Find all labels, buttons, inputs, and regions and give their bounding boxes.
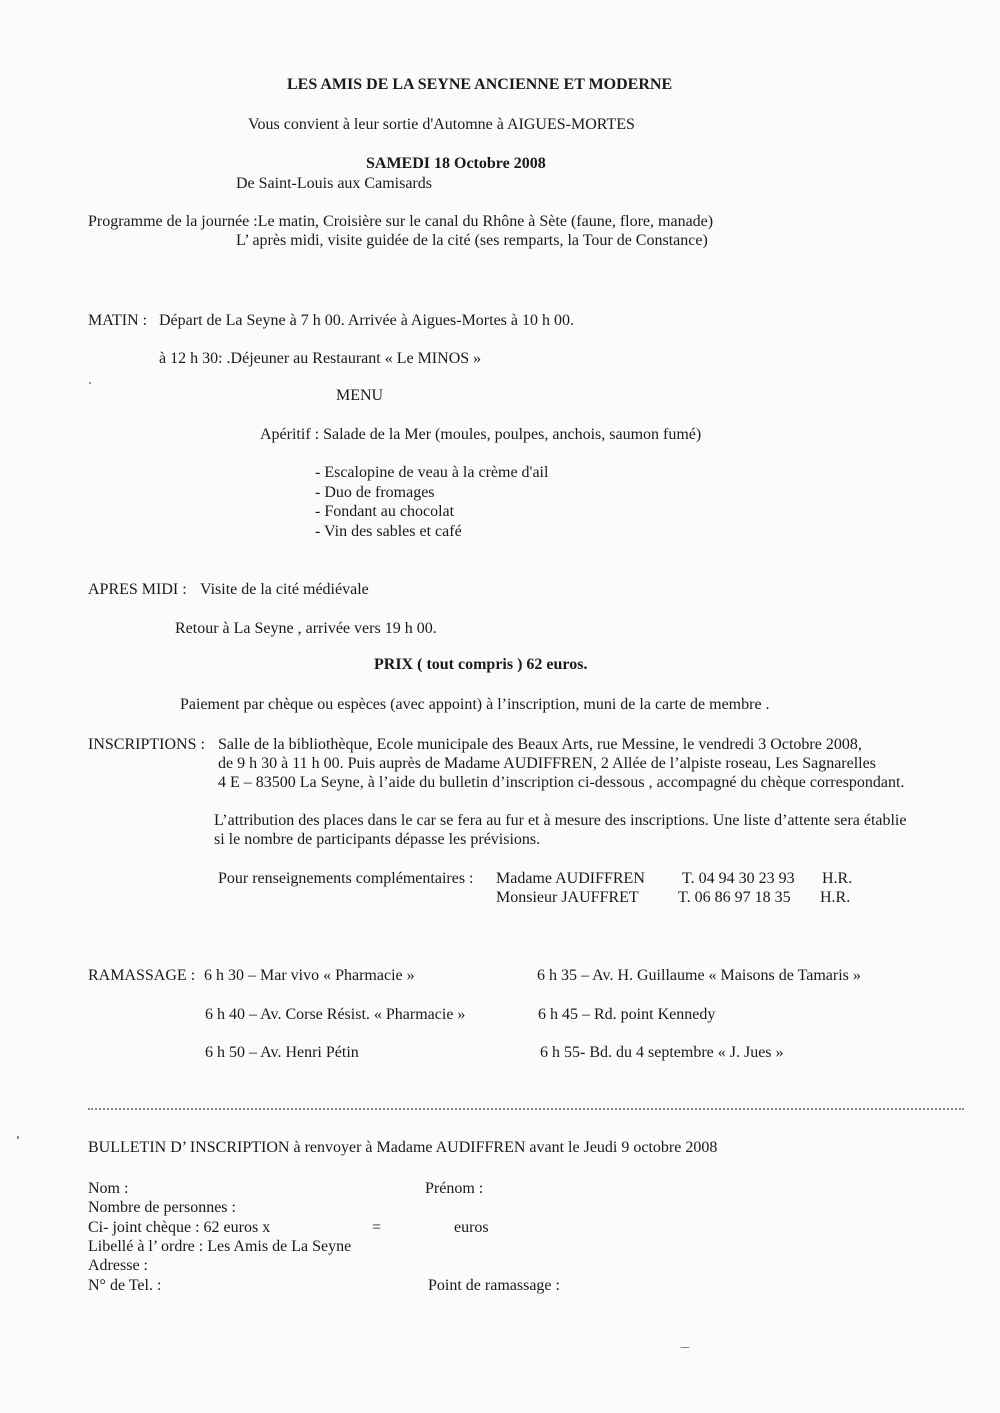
inscriptions-line-2: de 9 h 30 à 11 h 00. Puis auprès de Madame AUDIFFREN, 2 Allée de l’alpiste roseau, Les Sagnarelles xyxy=(218,755,876,772)
ramassage-label: RAMASSAGE : xyxy=(88,967,196,984)
pickup-stop: 6 h 35 – Av. H. Guillaume « Maisons de Tamaris » xyxy=(537,967,861,984)
pickup-stop: 6 h 45 – Rd. point Kennedy xyxy=(538,1006,716,1023)
price-line: PRIX ( tout compris ) 62 euros. xyxy=(374,656,588,673)
prenom-field-label: Prénom : xyxy=(425,1180,484,1197)
bulletin-title: BULLETIN D’ INSCRIPTION à renvoyer à Madame AUDIFFREN avant le Jeudi 9 octobre 2008 xyxy=(88,1139,718,1156)
point-ramassage-label: Point de ramassage : xyxy=(428,1277,560,1294)
contact-name: Monsieur JAUFFRET xyxy=(496,889,639,906)
cheque-line: Ci- joint chèque : 62 euros x xyxy=(88,1219,271,1236)
programme-line-2: L’ après midi, visite guidée de la cité (ses remparts, la Tour de Constance) xyxy=(236,232,708,249)
menu-item: - Escalopine de veau à la crème d'ail xyxy=(315,464,549,481)
inscriptions-line-3: 4 E – 83500 La Seyne, à l’aide du bulletin d’inscription ci-dessous , accompagné du chèque correspondant. xyxy=(218,774,905,791)
contact-hours: H.R. xyxy=(822,870,853,887)
menu-title: MENU xyxy=(336,387,384,404)
apres-midi-label: APRES MIDI : xyxy=(88,581,187,598)
menu-item: - Vin des sables et café xyxy=(315,523,462,540)
pickup-stop: 6 h 55- Bd. du 4 septembre « J. Jues » xyxy=(540,1044,784,1061)
document-title: LES AMIS DE LA SEYNE ANCIENNE ET MODERNE xyxy=(287,76,673,93)
dotted-cut-line xyxy=(88,1108,964,1110)
pickup-stop: 6 h 30 – Mar vivo « Pharmacie » xyxy=(204,967,415,984)
inscriptions-line-1: Salle de la bibliothèque, Ecole municipale des Beaux Arts, rue Messine, le vendredi 3 Octobre 2008, xyxy=(218,736,862,753)
contact-phone: T. 04 94 30 23 93 xyxy=(682,870,795,887)
libelle-line: Libellé à l’ ordre : Les Amis de La Seyne xyxy=(88,1238,352,1255)
event-subtitle: De Saint-Louis aux Camisards xyxy=(236,175,432,192)
payment-line: Paiement par chèque ou espèces (avec appoint) à l’inscription, muni de la carte de membre . xyxy=(180,696,770,713)
contact-name: Madame AUDIFFREN xyxy=(496,870,645,887)
contact-hours: H.R. xyxy=(820,889,851,906)
euros-label: euros xyxy=(454,1219,489,1236)
matin-label: MATIN : xyxy=(88,312,148,329)
adresse-field-label: Adresse : xyxy=(88,1257,148,1274)
inscriptions-label: INSCRIPTIONS : xyxy=(88,736,205,753)
scan-speck xyxy=(17,1136,19,1139)
scan-speck xyxy=(89,382,91,384)
pickup-stop: 6 h 40 – Av. Corse Résist. « Pharmacie » xyxy=(205,1006,466,1023)
matin-text: Départ de La Seyne à 7 h 00. Arrivée à Aigues-Mortes à 10 h 00. xyxy=(159,312,574,329)
menu-item: - Duo de fromages xyxy=(315,484,435,501)
menu-aperitif: Apéritif : Salade de la Mer (moules, poulpes, anchois, saumon fumé) xyxy=(260,426,702,443)
invitation-line: Vous convient à leur sortie d'Automne à AIGUES-MORTES xyxy=(248,116,635,133)
lunch-line: à 12 h 30: .Déjeuner au Restaurant « Le MINOS » xyxy=(159,350,482,367)
scan-speck xyxy=(680,1347,690,1348)
retour-line: Retour à La Seyne , arrivée vers 19 h 00. xyxy=(175,620,437,637)
nom-field-label: Nom : xyxy=(88,1180,129,1197)
apres-midi-text: Visite de la cité médiévale xyxy=(200,581,369,598)
equals-sign: = xyxy=(372,1219,382,1236)
attribution-line-1: L’attribution des places dans le car se fera au fur et à mesure des inscriptions. Une liste d’attente sera établie xyxy=(214,812,907,829)
pickup-stop: 6 h 50 – Av. Henri Pétin xyxy=(205,1044,359,1061)
personnes-field-label: Nombre de personnes : xyxy=(88,1199,236,1216)
attribution-line-2: si le nombre de participants dépasse les prévisions. xyxy=(214,831,541,848)
event-date: SAMEDI 18 Octobre 2008 xyxy=(366,155,546,172)
programme-line-1: Programme de la journée :Le matin, Croisière sur le canal du Rhône à Sète (faune, flore, manade) xyxy=(88,213,714,230)
menu-item: - Fondant au chocolat xyxy=(315,503,455,520)
contact-phone: T. 06 86 97 18 35 xyxy=(678,889,791,906)
renseignements-label: Pour renseignements complémentaires : xyxy=(218,870,474,887)
tel-field-label: N° de Tel. : xyxy=(88,1277,162,1294)
